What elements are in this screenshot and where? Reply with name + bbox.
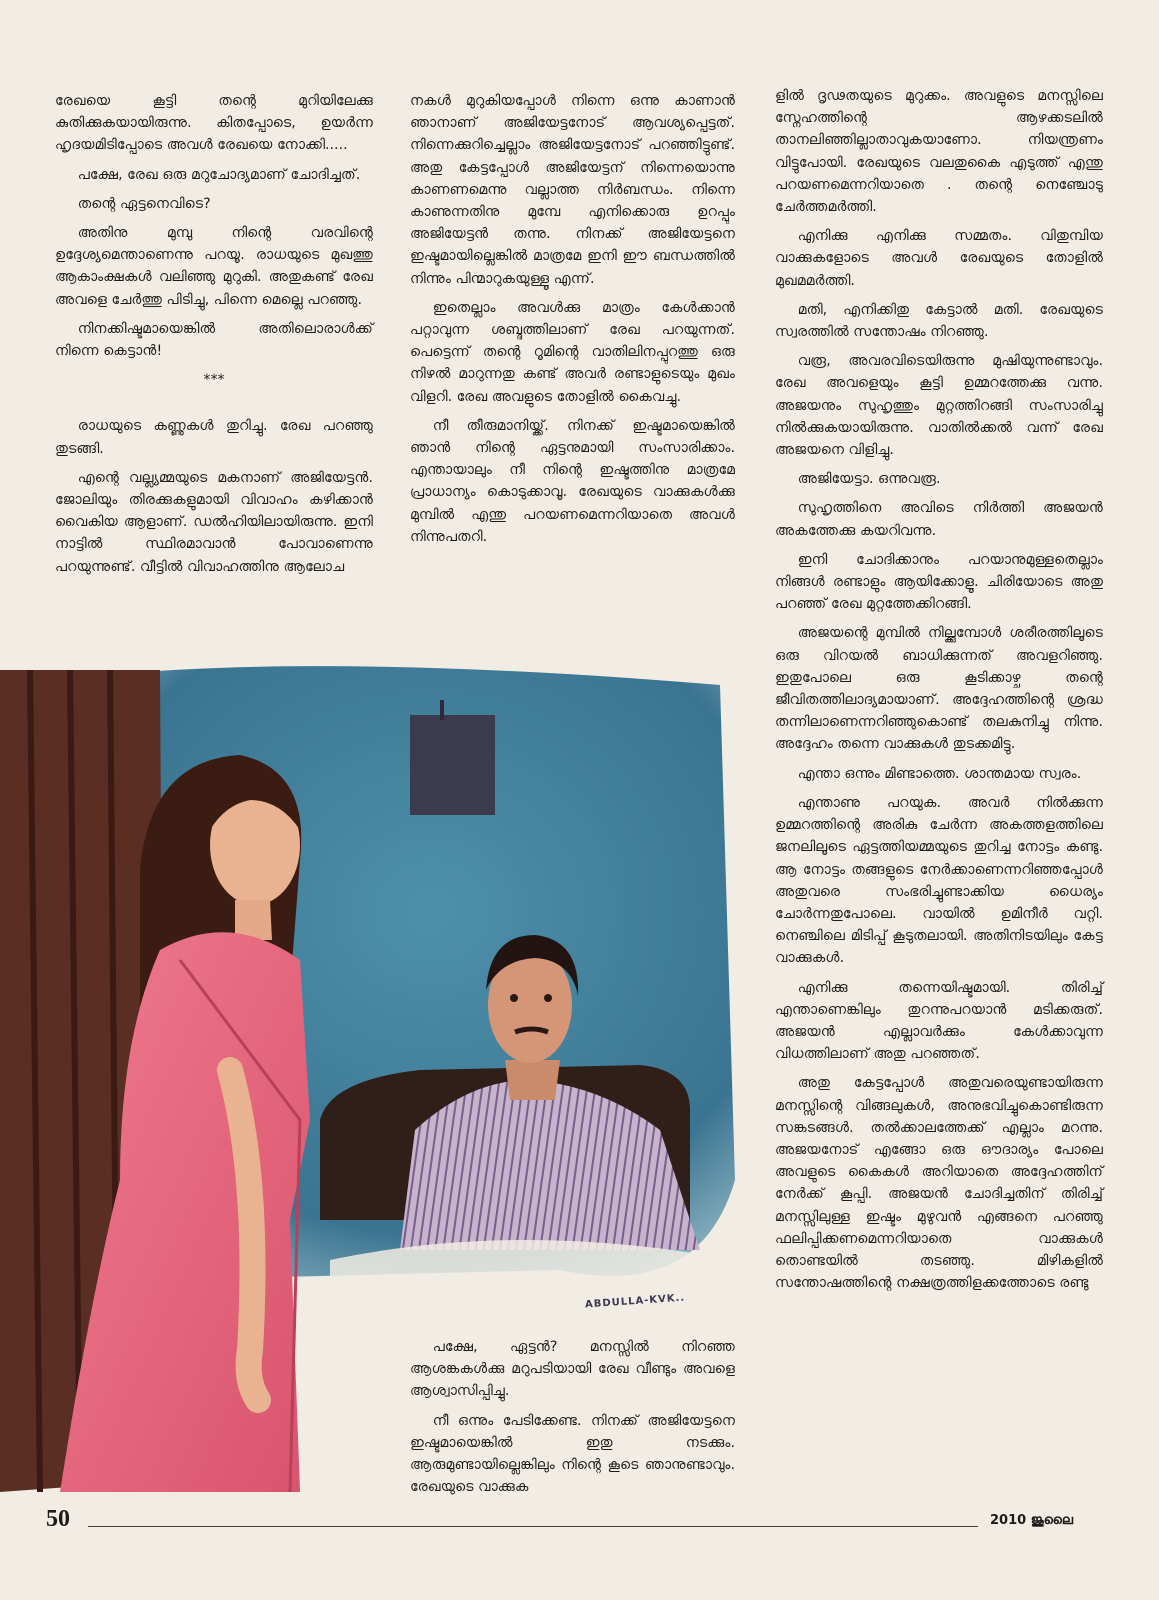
paragraph: എനിക്കു തന്നെയിഷ്ടമായി. തിരിച്ച് എന്താണെങ്കിലും തുറന്നുപറയാൻ മടിക്കരുത്. അജയൻ എല്ലാവർക്കും കേൾക്കാവുന്ന വിധത്തിലാണ് അതു പറഞ്ഞത്.: [775, 979, 1103, 1063]
paragraph: പക്ഷേ, രേഖ ഒരു മറുചോദ്യമാണ് ചോദിച്ചത്.: [77, 166, 361, 183]
issue-date: 2010 ജൂലൈ: [990, 1513, 1073, 1528]
paragraph: നിനക്കിഷ്ടമായെങ്കിൽ അതിലൊരാൾക്ക് നിന്നെ കെട്ടാൻ!: [55, 320, 373, 360]
paragraph: അതു കേട്ടപ്പോൾ അതുവരെയുണ്ടായിരുന്ന മനസ്സിന്റെ വിങ്ങലുകൾ, അനുഭവിച്ചുകൊണ്ടിരുന്ന സങ്കടങ്ങൾ. തൽക്കാലത്തേക്ക് എല്ലാം മറന്നു. അജയനോട് എങ്ങോ ഒരു ഔദാര്യം പോലെ അവളുടെ കൈകൾ അറിയാതെ അദ്ദേഹത്തിന് നേർക്ക് കൂപ്പി. അജയൻ ചോദിച്ചതിന് തിരിച്ച് മനസ്സിലുള്ള ഇഷ്ടം മുഴുവൻ എങ്ങനെ പറഞ്ഞു ഫലിപ്പിക്കണമെന്നറിയാതെ വാക്കുകൾ തൊണ്ടയിൽ തടഞ്ഞു. മിഴികളിൽ സന്തോഷത്തിന്റെ നക്ഷത്രത്തിളക്കത്തോടെ രണ്ടു: [775, 1075, 1103, 1292]
paragraph: വരൂ, അവരവിടെയിരുന്നു മുഷിയുന്നുണ്ടാവും. രേഖ അവളെയും കൂട്ടി ഉമ്മറത്തേക്കു വന്നു. അജയനും സുഹൃത്തും മുറ്റത്തിറങ്ങി സംസാരിച്ചു നിൽക്കുകയായിരുന്നു. വാതിൽക്കൽ വന്ന് രേഖ അജയനെ വിളിച്ചു.: [775, 353, 1103, 459]
paragraph: നീ തീരുമാനിയ്ക്ക്. നിനക്ക് ഇഷ്ടമായെങ്കിൽ ഞാൻ നിന്റെ ഏട്ടനുമായി സംസാരിക്കാം. എന്തായാലും നീ നിന്റെ ഇഷ്ടത്തിനു മാത്രമേ പ്രാധാന്യം കൊടുക്കാവൂ. രേഖയുടെ വാക്കുകൾക്കു മുമ്പിൽ എന്തു പറയണമെന്നറിയാതെ അവൾ നിന്നുപതറി.: [410, 417, 735, 545]
wall-lamp: [410, 700, 495, 815]
paragraph: സുഹൃത്തിനെ അവിടെ നിർത്തി അജയൻ അകത്തേക്കു കയറിവന്നു.: [775, 500, 1103, 539]
text-column-2-lower: [410, 1336, 735, 1505]
paragraph: എനിക്കു എനിക്കു സമ്മതം. വിതുമ്പിയ വാക്കുകളോടെ അവൾ രേഖയുടെ തോളിൽ മുഖമമർത്തി.: [775, 228, 1103, 289]
text-column-3: [775, 85, 1103, 1301]
paragraph: രാധയുടെ കണ്ണുകൾ തുറിച്ചു. രേഖ പറഞ്ഞു തുടങ്ങി.: [55, 418, 373, 457]
paragraph: നീ ഒന്നും പേടിക്കേണ്ട. നിനക്ക് അജിയേട്ടനെ ഇഷ്ടമായെങ്കിൽ ഇതു നടക്കും. ആരുമുണ്ടായില്ലെങ്കിലും നിന്റെ കൂടെ ഞാനുണ്ടാവും. രേഖയുടെ വാക്കുക: [410, 1412, 735, 1496]
paragraph: തന്റെ ഏട്ടനെവിടെ?: [77, 195, 211, 212]
paragraph: അതിനു മുമ്പു നിന്റെ വരവിന്റെ ഉദ്ദേശ്യമെന്താണെന്നു പറയൂ. രാധയുടെ മുഖത്തു ആകാംക്ഷകൾ വലിഞ്ഞു മുറുകി. അതുകണ്ട് രേഖ അവളെ ചേർത്തു പിടിച്ചു, പിന്നെ മെല്ലെ പറഞ്ഞു.: [55, 225, 373, 308]
paragraph: എന്റെ വല്ല്യമ്മയുടെ മകനാണ് അജിയേട്ടൻ. ജോലിയും തിരക്കുകളുമായി വിവാഹം കഴിക്കാൻ വൈകിയ ആളാണ്. ഡൽഹിയിലായിരുന്നു. ഇനി നാട്ടിൽ സ്ഥിരമാവാൻ പോവാണെന്നു പറയുന്നുണ്ട്. വീട്ടിൽ വിവാഹത്തിനു ആലോച: [55, 469, 373, 575]
paragraph: അജിയേട്ടാ. ഒന്നുവരൂ.: [797, 471, 941, 488]
paragraph: പക്ഷേ, ഏട്ടൻ? മനസ്സിൽ നിറഞ്ഞ ആശങ്കകൾക്കു മറുപടിയായി രേഖ വീണ്ടും അവളെ ആശ്വാസിപ്പിച്ചു.: [410, 1339, 735, 1400]
paragraph: നകൾ മുറുകിയപ്പോൾ നിന്നെ ഒന്നു കാണാൻ ഞാനാണ് അജിയേട്ടനോട് ആവശ്യപ്പെട്ടത്. നിന്നെക്കുറിച്ചെല്ലാം അജിയേട്ടനോട് പറഞ്ഞിട്ടുണ്ട്. അതു കേട്ടപ്പോൾ അജിയേട്ടന് നിന്നെയൊന്നു കാണണമെന്നു വല്ലാത്ത നിർബന്ധം. നിന്നെ കാണുന്നതിനു മുമ്പേ എനിക്കൊരു ഉറപ്പും അജിയേട്ടൻ തന്നു. നിനക്ക് അജിയേട്ടനെ ഇഷ്ടമായില്ലെങ്കിൽ മാത്രമേ ഇനി ഈ ബന്ധത്തിൽ നിന്നും പിന്മാറുകയുള്ളൂ എന്ന്.: [410, 93, 735, 287]
text-column-1: [55, 90, 373, 585]
paragraph: ഇതെല്ലാം അവൾക്കു മാത്രം കേൾക്കാൻ പറ്റാവുന്ന ശബ്ദത്തിലാണ് രേഖ പറയുന്നത്. പെട്ടെന്ന് തന്റെ റൂമിന്റെ വാതിലിനപ്പുറത്തു ഒരു നിഴൽ മാറുന്നതു കണ്ട് അവർ രണ്ടാളുടെയും മുഖം വിളറി. രേഖ അവളുടെ തോളിൽ കൈവച്ചു.: [410, 299, 735, 405]
paragraph: എന്താണു പറയുക. അവർ നിൽക്കുന്ന ഉമ്മറത്തിന്റെ അരികു ചേർന്ന അകത്തളത്തിലെ ജനലിലൂടെ ഏട്ടത്തിയമ്മയുടെ തുറിച്ച നോട്ടം കണ്ടു. ആ നോട്ടം തങ്ങളുടെ നേർക്കാണെന്നറിഞ്ഞപ്പോൾ അതുവരെ സംഭരിച്ചുണ്ടാക്കിയ ധൈര്യം ചോർന്നതുപോലെ. വായിൽ ഉമിനീർ വറ്റി. നെഞ്ചിലെ മിടിപ്പ് കൂടുതലായി. അതിനിടയിലും കേട്ട വാക്കുകൾ.: [775, 794, 1103, 967]
paragraph: ളിൽ ദൃഢതയുടെ മുറുക്കം. അവളുടെ മനസ്സിലെ സ്നേഹത്തിന്റെ ആഴക്കടലിൽ താനലിഞ്ഞില്ലാതാവുകയാണോ. നിയന്ത്രണം വിട്ടുപോയി. രേഖയുടെ വലതുകൈ എടുത്ത് എന്തു പറയണമെന്നറിയാതെ . തന്റെ നെഞ്ചോടു ചേർത്തമർത്തി.: [775, 88, 1103, 216]
page-number: 50: [46, 1506, 70, 1532]
paragraph: എന്താ ഒന്നും മിണ്ടാത്തെ. ശാന്തമായ സ്വരം.: [797, 765, 1082, 782]
text-column-2: [410, 90, 735, 555]
section-break: ***: [203, 372, 225, 389]
paragraph: അജയന്റെ മുമ്പിൽ നില്ക്കുമ്പോൾ ശരീരത്തിലൂടെ ഒരു വിറയൽ ബാധിക്കുന്നത് അവളറിഞ്ഞു. ഇതുപോലെ ഒരു കൂടിക്കാഴ്ച തന്റെ ജീവിതത്തിലാദ്യമായാണ്. അദ്ദേഹത്തിന്റെ ശ്രദ്ധ തന്നിലാണെന്നറിഞ്ഞുകൊണ്ട് തലകുനിച്ചു നിന്നു. അദ്ദേഹം തന്നെ വാക്കുകൾ തുടക്കമിട്ടു.: [775, 625, 1103, 753]
paragraph: ഇനി ചോദിക്കാനും പറയാനുമുള്ളതെല്ലാം നിങ്ങൾ രണ്ടാളും ആയിക്കോളൂ. ചിരിയോടെ അതു പറഞ്ഞ് രേഖ മുറ്റത്തേക്കിറങ്ങി.: [775, 551, 1103, 613]
paragraph: രേഖയെ കൂട്ടി തന്റെ മുറിയിലേക്കു കുതിക്കുകയായിരുന്നു. കിതപ്പോടെ, ഉയർന്ന ഹൃദയമിടിപ്പോടെ അവൾ രേഖയെ നോക്കി.....: [55, 93, 373, 154]
paragraph: മതി, എനിക്കിതു കേട്ടാൽ മതി. രേഖയുടെ സ്വരത്തിൽ സന്തോഷം നിറഞ്ഞു.: [775, 301, 1103, 341]
footer-rule: [88, 1526, 978, 1527]
artist-signature: ABDULLA-KVK..: [584, 1292, 686, 1311]
